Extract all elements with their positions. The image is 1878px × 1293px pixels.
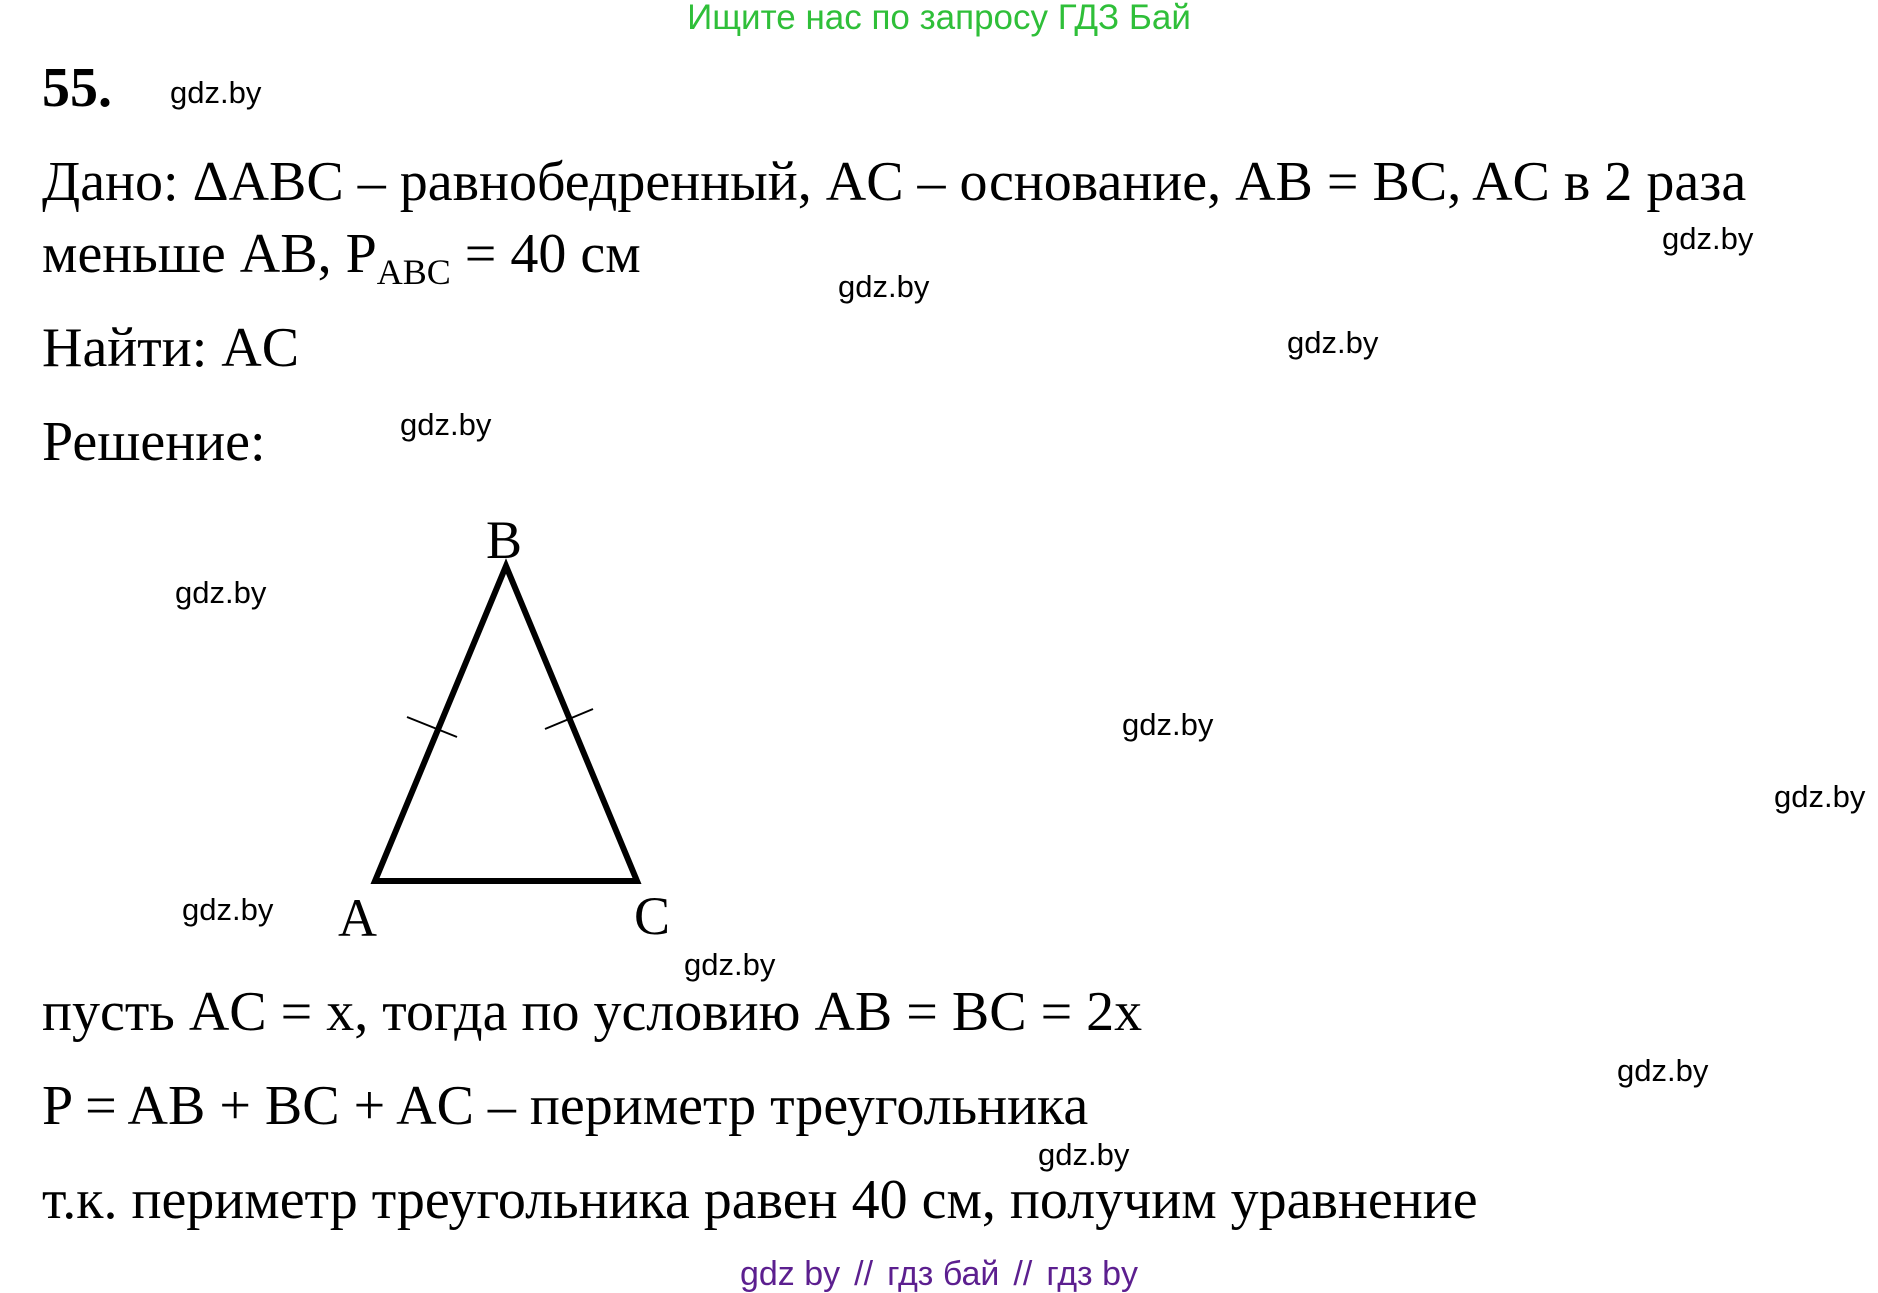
watermark: gdz.by	[1617, 1053, 1709, 1088]
watermark: gdz.by	[1122, 707, 1214, 742]
watermark: gdz.by	[182, 892, 274, 927]
footer-separator: //	[854, 1255, 874, 1293]
vertex-label-a: A	[338, 888, 377, 948]
watermark: gdz.by	[170, 75, 262, 110]
solution-label: Решение:	[42, 411, 266, 473]
watermark: gdz.by	[1038, 1137, 1130, 1172]
footer-link-gdz-bai[interactable]: гдз бай	[887, 1255, 1000, 1293]
triangle-abc	[375, 566, 637, 881]
find-line: Найти: AC	[42, 317, 300, 379]
watermark: gdz.by	[175, 575, 267, 610]
vertex-label-c: C	[634, 886, 671, 946]
problem-number: 55.	[42, 57, 112, 119]
given-line-2-prefix: меньше AB, P	[42, 223, 377, 285]
watermark: gdz.by	[400, 407, 492, 442]
given-line-2-suffix: = 40 см	[450, 223, 641, 285]
step-3: т.к. периметр треугольника равен 40 см, получим уравнение	[42, 1169, 1478, 1231]
footer-link-gdz-by-ru[interactable]: гдз by	[1046, 1255, 1138, 1293]
tick-mark-ab	[407, 717, 457, 737]
footer-links	[0, 1256, 1878, 1292]
step-2: P = AB + BC + AC – периметр треугольника	[42, 1075, 1089, 1137]
top-banner: Ищите нас по запросу ГДЗ Бай	[687, 0, 1191, 37]
footer-link-gdz-by[interactable]: gdz by	[739, 1255, 841, 1293]
watermark: gdz.by	[1774, 779, 1866, 814]
watermark: gdz.by	[1287, 325, 1379, 360]
step-1: пусть AC = x, тогда по условию AB = BC = 2x	[42, 981, 1143, 1043]
given-line-1: Дано: ΔABC – равнобедренный, AC – основание, AB = BC, AC в 2 раза	[42, 151, 1747, 213]
footer-separator: //	[1013, 1255, 1033, 1293]
watermark: gdz.by	[838, 269, 930, 304]
watermark: gdz.by	[684, 947, 776, 982]
perimeter-subscript: ABC	[376, 252, 451, 292]
vertex-label-b: B	[486, 510, 523, 570]
watermark: gdz.by	[1662, 221, 1754, 256]
